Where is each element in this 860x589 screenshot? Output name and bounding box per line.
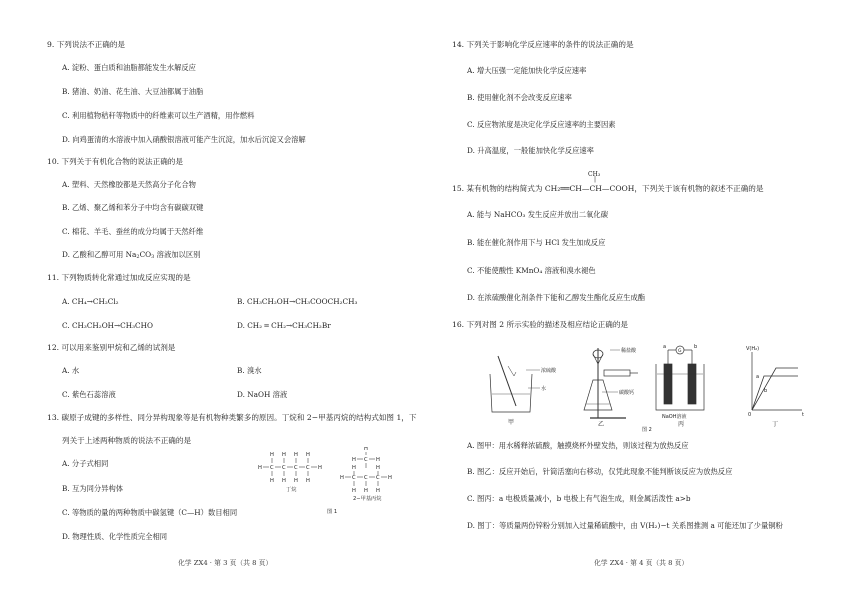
q10-option-d: D. 乙酸和乙醇可用 $Na_2CO_3$ 溶液加以区别 [62,250,201,260]
q10-stem: 10. 下列关于有机化合物的说法正确的是 [47,157,183,166]
q16-option-d: D. 图丁：等质量两份锌粉分别加入过量稀硫酸中，由 V(H₂)−t 关系图推测 a 可能还加了少量铜粉 [467,521,783,530]
q9-stem: 9. 下列说法不正确的是 [47,40,126,49]
svg-text:C: C [376,475,380,481]
page-4 [430,0,860,589]
q16-stem: 16. 下列对图 2 所示实验的描述及相应结论正确的是 [452,320,629,329]
bing-solution: NaOH溶液 [662,414,687,420]
butane-label: 丁烷 [286,487,297,493]
q9-option-b: B. 猪油、奶油、花生油、大豆油都属于油脂 [62,87,204,96]
ding-curve-a: a [756,374,760,380]
svg-text:H: H [282,478,286,484]
ding-name: 丁 [772,421,779,428]
q12-option-b: B. 溴水 [237,366,262,375]
bing-electrode-a: a [663,344,667,350]
svg-text:H: H [294,452,298,458]
beaker-jia [490,356,540,412]
q10-option-a: A. 塑料、天然橡胶都是天然高分子化合物 [62,180,196,189]
svg-text:H: H [364,488,368,494]
yi-label-caco3: 碳酸钙 [619,390,635,396]
q14-option-a: A. 增大压强一定能加快化学反应速率 [467,66,587,75]
svg-text:C: C [352,475,356,481]
yi-label-acid: 稀盐酸 [621,348,637,354]
q10-option-b: B. 乙烯、聚乙烯和苯分子中均含有碳碳双键 [62,203,204,212]
svg-text:H: H [352,457,356,463]
q13-option-c: C. 等物质的量的两种物质中碳氢键（C—H）数目相同 [62,508,238,517]
flask-yi [584,348,638,418]
q12-option-a: A. 水 [62,366,80,375]
q15-stem: 15. 某有机物的结构简式为 CH₂══CH—CH—COOH，下列关于该有机物的叙述不正确的是 [452,184,764,193]
q16-option-b: B. 图乙：反应开始后，针筒活塞向右移动，仅凭此现象不能判断该反应为放热反应 [467,467,733,476]
graph-ding [752,352,802,410]
q12-option-c: C. 紫色石蕊溶液 [62,390,116,399]
bing-name: 丙 [678,421,685,428]
methylpropane-structure [340,447,392,494]
page-4-footer: 化学 ZX4 · 第 4 页（共 8 页） [594,559,689,567]
q15-option-b: B. 能在催化剂作用下与 HCl 发生加成反应 [467,238,606,247]
q11-option-a: A. CH₄→CH₂Cl₂ [62,297,119,306]
svg-text:C: C [306,465,310,471]
methylpropane-label: 2−甲基丙烷 [353,496,382,502]
q13-stem-line2: 列关于上述两种物质的说法不正确的是 [62,436,192,445]
ding-origin: 0 [748,412,752,418]
figure-2-experiments [480,340,810,432]
svg-text:H: H [388,475,392,481]
ding-curve-b: b [764,388,768,394]
q9-option-c: C. 利用植物秸秆等物质中的纤维素可以生产酒精，用作燃料 [62,111,255,120]
svg-text:H: H [364,447,368,452]
svg-text:H: H [294,478,298,484]
svg-text:H: H [376,465,380,471]
jia-label-water: 水 [541,386,547,392]
svg-text:H: H [282,452,286,458]
q11-option-d: D. CH₂ ═ CH₂→CH₃CH₂Br [237,321,331,330]
q15-option-c: C. 不能使酸性 KMnO₄ 溶液和溴水褪色 [467,266,596,275]
q9-option-d: D. 向鸡蛋清的水溶液中加入硝酸银溶液可能产生沉淀，加水后沉淀又会溶解 [62,135,306,144]
q11-option-b: B. CH₃CH₂OH→CH₃COOCH₂CH₃ [237,297,358,306]
q16-option-c: C. 图丙：a 电极质量减小，b 电极上有气泡生成，则金属活泼性 a>b [467,494,691,503]
q13-option-b: B. 互为同分异构体 [62,484,124,493]
q9-option-a: A. 淀粉、蛋白质和油脂都能发生水解反应 [62,63,196,72]
ding-y-axis-label: V(H₂) [746,346,760,352]
svg-text:H: H [306,478,310,484]
bing-galvanometer: G [678,349,682,354]
svg-text:C: C [364,457,368,463]
bing-electrode-b: b [694,344,698,350]
q14-option-b: B. 使用催化剂不会改变反应速率 [467,93,572,102]
ding-x-axis-label: t [802,412,804,418]
figure-2-caption: 图 2 [642,427,652,432]
svg-text:H: H [352,488,356,494]
svg-text:C: C [294,465,298,471]
svg-text:H: H [306,452,310,458]
q13-stem-line1: 13. 碳原子成键的多样性、同分异构现象等是有机物种类繁多的原因。丁烷和 2−甲基丙烷的结构式如图 1，下 [47,413,417,422]
q15-option-d: D. 在浓硫酸催化剂条件下能和乙醇发生酯化反应生成酯 [467,293,646,302]
q15-methyl-branch: CH₃ [588,171,601,178]
svg-text:H: H [318,465,322,471]
q14-option-c: C. 反应物浓度是决定化学反应速率的主要因素 [467,120,616,129]
q14-option-d: D. 升高温度，一般能加快化学反应速率 [467,146,594,155]
butane-structure [258,452,322,484]
svg-text:H: H [258,465,262,471]
svg-text:C: C [282,465,286,471]
svg-text:H: H [352,465,356,471]
q11-stem: 11. 下列物质转化常通过加成反应实现的是 [47,273,191,282]
svg-text:C: C [364,475,368,481]
svg-text:H: H [340,475,344,481]
svg-text:H: H [376,457,380,463]
svg-text:H: H [270,452,274,458]
yi-name: 乙 [598,421,605,428]
page-3-footer: 化学 ZX4 · 第 3 页（共 8 页） [178,559,273,567]
q11-option-c: C. CH₃CH₂OH→CH₃CHO [62,321,153,330]
figure-1-caption: 图 1 [327,509,338,515]
jia-name: 甲 [508,419,515,426]
svg-text:H: H [376,488,380,494]
cell-bing [656,346,704,410]
q12-option-d: D. NaOH 溶液 [237,390,288,399]
q15-branch-bond: | [594,176,597,183]
q13-option-d: D. 物理性质、化学性质完全相同 [62,532,168,541]
q16-option-a: A. 图甲：用水稀释浓硫酸，触摸烧杯外壁发热，则该过程为放热反应 [467,441,689,450]
q10-option-c: C. 棉花、羊毛、蚕丝的成分均属于天然纤维 [62,227,204,236]
svg-text:C: C [270,465,274,471]
jia-label-acid: 浓硫酸 [541,368,557,374]
figure-1-structural-formulas [256,447,416,517]
q13-option-a: A. 分子式相同 [62,459,109,468]
q15-option-a: A. 能与 NaHCO₃ 发生反应并放出二氧化碳 [467,210,608,219]
q14-stem: 14. 下列关于影响化学反应速率的条件的说法正确的是 [452,40,634,49]
svg-text:H: H [270,478,274,484]
q12-stem: 12. 可以用来鉴别甲烷和乙烯的试剂是 [47,343,176,352]
